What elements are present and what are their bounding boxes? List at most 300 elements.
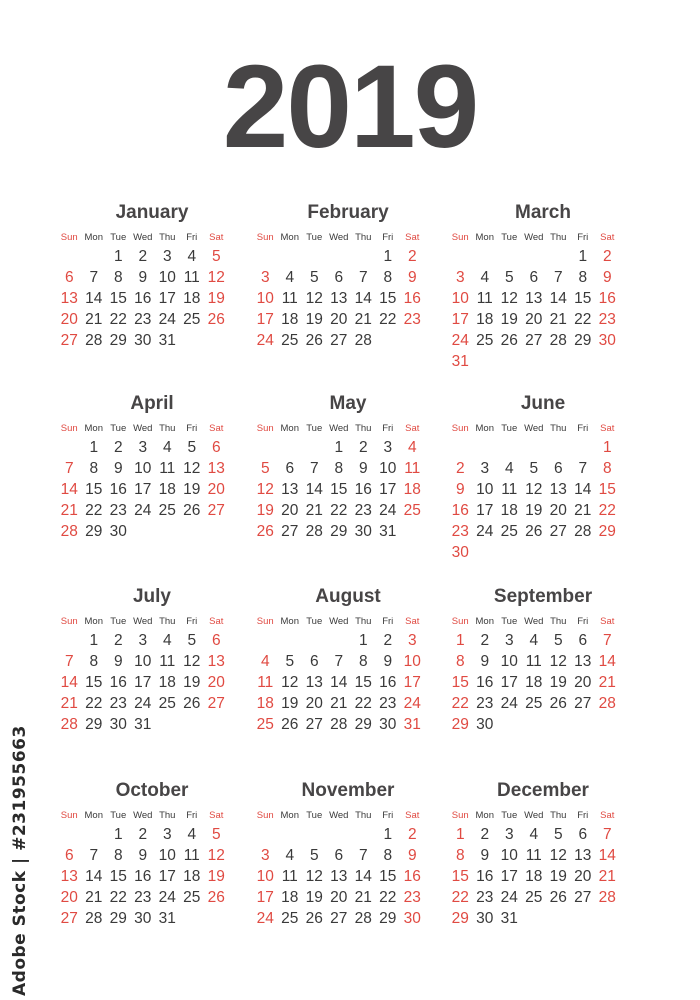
- day-cell: 4: [187, 826, 197, 843]
- blank-day: [327, 630, 352, 651]
- weekday-label: Wed: [133, 232, 153, 243]
- day-cell: 23: [476, 695, 494, 712]
- blank-day: [473, 437, 498, 458]
- day-grid: [448, 630, 638, 735]
- weekday-label: Fri: [186, 232, 198, 243]
- day-cell: 6: [529, 269, 539, 286]
- day-cell: 8: [334, 460, 344, 477]
- day-cell: 23: [403, 311, 421, 328]
- weekday-label: Tue: [501, 810, 518, 821]
- day-cell: 9: [407, 269, 417, 286]
- weekday-label: Mon: [84, 616, 103, 627]
- day-cell: 13: [574, 847, 592, 864]
- day-cell: 2: [113, 632, 123, 649]
- day-cell: 13: [281, 481, 299, 498]
- day-grid: [253, 246, 443, 351]
- month-september: [448, 584, 638, 735]
- day-cell: 18: [525, 868, 543, 885]
- day-cell: 3: [162, 248, 172, 265]
- blank-day: [302, 437, 327, 458]
- day-cell: 11: [476, 290, 493, 307]
- day-cell: 20: [525, 311, 543, 328]
- day-cell: 1: [455, 632, 465, 649]
- day-cell: 1: [602, 439, 612, 456]
- day-cell: 15: [574, 290, 592, 307]
- day-cell: 10: [500, 847, 518, 864]
- day-cell: 18: [500, 502, 518, 519]
- weekday-label: Wed: [524, 810, 544, 821]
- day-cell: 24: [403, 695, 421, 712]
- day-cell: 15: [379, 868, 397, 885]
- weekday-label: Sat: [600, 423, 615, 434]
- day-cell: 1: [89, 632, 99, 649]
- day-cell: 18: [183, 290, 201, 307]
- day-cell: 31: [379, 523, 397, 540]
- weekday-label: Wed: [524, 616, 544, 627]
- day-cell: 16: [109, 674, 127, 691]
- day-cell: 27: [207, 502, 225, 519]
- day-cell: 12: [183, 460, 201, 477]
- weekday-label: Tue: [110, 232, 127, 243]
- month-name: August: [315, 586, 381, 607]
- blank-day: [82, 824, 107, 845]
- day-cell: 5: [529, 460, 539, 477]
- day-cell: 16: [134, 290, 152, 307]
- day-cell: 24: [451, 332, 469, 349]
- day-cell: 11: [404, 460, 421, 477]
- weekday-label: Tue: [501, 232, 518, 243]
- day-cell: 30: [451, 544, 469, 561]
- day-cell: 7: [89, 847, 99, 864]
- day-cell: 8: [383, 269, 393, 286]
- day-cell: 29: [109, 332, 127, 349]
- month-june: [448, 391, 638, 563]
- day-cell: 14: [60, 674, 78, 691]
- day-cell: 26: [281, 716, 299, 733]
- weekday-label: Fri: [577, 616, 589, 627]
- weekday-label: Fri: [382, 423, 394, 434]
- day-cell: 19: [525, 502, 543, 519]
- day-cell: 19: [183, 481, 201, 498]
- day-cell: 2: [138, 248, 148, 265]
- month-name: February: [307, 202, 389, 223]
- day-cell: 5: [309, 269, 319, 286]
- month-march: [448, 200, 638, 372]
- day-cell: 12: [305, 868, 323, 885]
- day-grid: [57, 824, 247, 929]
- stock-watermark-id: Adobe Stock | #231955663: [10, 725, 30, 996]
- day-cell: 7: [602, 826, 612, 843]
- blank-day: [497, 246, 522, 267]
- blank-day: [253, 824, 278, 845]
- blank-day: [327, 246, 352, 267]
- weekday-label: Sun: [451, 423, 469, 434]
- day-cell: 22: [574, 311, 592, 328]
- weekday-label: Sun: [60, 423, 78, 434]
- weekday-label: Sun: [256, 616, 274, 627]
- month-august: [253, 584, 443, 735]
- blank-day: [253, 630, 278, 651]
- blank-day: [351, 824, 376, 845]
- blank-day: [57, 630, 82, 651]
- weekday-label: Sun: [451, 810, 469, 821]
- month-july: [57, 584, 247, 735]
- day-cell: 5: [187, 439, 197, 456]
- weekday-label: Tue: [306, 810, 323, 821]
- blank-day: [57, 824, 82, 845]
- weekday-label: Sun: [60, 616, 78, 627]
- weekday-label: Tue: [306, 232, 323, 243]
- day-cell: 2: [455, 460, 465, 477]
- month-december: [448, 778, 638, 929]
- day-cell: 1: [358, 632, 368, 649]
- day-cell: 27: [281, 523, 299, 540]
- weekday-label: Sat: [405, 616, 420, 627]
- day-cell: 14: [85, 868, 103, 885]
- day-cell: 1: [383, 826, 393, 843]
- day-cell: 10: [134, 653, 152, 670]
- day-cell: 6: [211, 439, 221, 456]
- day-cell: 10: [500, 653, 518, 670]
- blank-day: [278, 437, 303, 458]
- day-cell: 28: [598, 889, 616, 906]
- weekday-label: Mon: [280, 232, 299, 243]
- day-cell: 28: [60, 716, 78, 733]
- day-cell: 5: [211, 248, 221, 265]
- day-cell: 12: [183, 653, 201, 670]
- day-cell: 25: [403, 502, 421, 519]
- day-cell: 19: [281, 695, 299, 712]
- day-cell: 10: [134, 460, 152, 477]
- day-cell: 3: [504, 826, 514, 843]
- day-cell: 11: [281, 290, 298, 307]
- weekday-label: Sun: [256, 810, 274, 821]
- weekday-label: Wed: [524, 423, 544, 434]
- day-cell: 14: [549, 290, 567, 307]
- day-cell: 1: [578, 248, 588, 265]
- day-cell: 24: [500, 695, 518, 712]
- day-cell: 3: [480, 460, 490, 477]
- weekday-label: Mon: [475, 232, 494, 243]
- month-may: [253, 391, 443, 542]
- day-cell: 20: [305, 695, 323, 712]
- day-cell: 3: [260, 269, 270, 286]
- day-cell: 13: [330, 868, 348, 885]
- day-grid: [253, 437, 443, 542]
- day-cell: 29: [574, 332, 592, 349]
- day-cell: 20: [330, 889, 348, 906]
- month-name: March: [515, 202, 571, 223]
- blank-day: [448, 246, 473, 267]
- day-cell: 23: [476, 889, 494, 906]
- day-cell: 3: [138, 632, 148, 649]
- day-cell: 12: [256, 481, 274, 498]
- weekday-label: Sat: [209, 810, 224, 821]
- day-cell: 25: [525, 695, 543, 712]
- day-cell: 9: [138, 269, 148, 286]
- day-cell: 10: [451, 290, 469, 307]
- day-cell: 25: [281, 332, 299, 349]
- month-january: [57, 200, 247, 351]
- blank-day: [82, 246, 107, 267]
- day-cell: 27: [525, 332, 543, 349]
- day-cell: 9: [480, 653, 490, 670]
- day-cell: 14: [354, 290, 372, 307]
- day-cell: 4: [162, 632, 172, 649]
- day-cell: 8: [89, 653, 99, 670]
- day-cell: 30: [598, 332, 616, 349]
- day-cell: 19: [549, 868, 567, 885]
- day-cell: 11: [281, 868, 298, 885]
- day-cell: 24: [256, 332, 274, 349]
- day-cell: 9: [602, 269, 612, 286]
- day-cell: 11: [525, 847, 542, 864]
- weekday-label: Fri: [186, 616, 198, 627]
- blank-day: [57, 437, 82, 458]
- day-cell: 5: [211, 826, 221, 843]
- day-cell: 10: [256, 868, 274, 885]
- day-cell: 4: [529, 632, 539, 649]
- day-cell: 13: [574, 653, 592, 670]
- day-cell: 8: [602, 460, 612, 477]
- day-cell: 5: [553, 826, 563, 843]
- weekday-label: Mon: [280, 423, 299, 434]
- day-cell: 17: [476, 502, 494, 519]
- day-cell: 20: [549, 502, 567, 519]
- day-cell: 26: [256, 523, 274, 540]
- day-cell: 25: [525, 889, 543, 906]
- weekday-label: Fri: [577, 810, 589, 821]
- weekday-label: Thu: [550, 810, 567, 821]
- day-cell: 29: [451, 716, 469, 733]
- day-cell: 17: [134, 674, 152, 691]
- weekday-label: Thu: [355, 423, 372, 434]
- day-cell: 4: [260, 653, 270, 670]
- blank-day: [253, 246, 278, 267]
- day-cell: 20: [207, 481, 225, 498]
- day-cell: 7: [358, 269, 368, 286]
- weekday-label: Sat: [600, 232, 615, 243]
- day-cell: 11: [159, 653, 176, 670]
- day-cell: 26: [183, 502, 201, 519]
- day-cell: 18: [158, 674, 176, 691]
- day-cell: 2: [358, 439, 368, 456]
- day-cell: 22: [109, 311, 127, 328]
- day-cell: 18: [256, 695, 274, 712]
- day-cell: 29: [451, 910, 469, 927]
- day-cell: 28: [354, 910, 372, 927]
- day-cell: 9: [383, 653, 393, 670]
- month-name: November: [301, 780, 395, 801]
- day-cell: 23: [598, 311, 616, 328]
- day-cell: 7: [64, 653, 74, 670]
- weekday-label: Tue: [501, 616, 518, 627]
- day-cell: 22: [379, 889, 397, 906]
- day-cell: 28: [598, 695, 616, 712]
- weekday-header: [448, 614, 638, 630]
- day-cell: 7: [553, 269, 563, 286]
- day-cell: 1: [455, 826, 465, 843]
- day-cell: 16: [476, 868, 494, 885]
- day-cell: 15: [451, 868, 469, 885]
- weekday-label: Fri: [577, 423, 589, 434]
- day-cell: 23: [134, 889, 152, 906]
- day-cell: 20: [574, 868, 592, 885]
- day-cell: 21: [85, 889, 103, 906]
- day-cell: 15: [85, 481, 103, 498]
- weekday-label: Mon: [84, 232, 103, 243]
- day-cell: 27: [207, 695, 225, 712]
- weekday-label: Sun: [256, 423, 274, 434]
- month-name: June: [520, 393, 566, 414]
- day-cell: 13: [525, 290, 543, 307]
- day-cell: 23: [451, 523, 469, 540]
- day-cell: 3: [260, 847, 270, 864]
- day-cell: 22: [379, 311, 397, 328]
- day-cell: 21: [85, 311, 103, 328]
- day-cell: 1: [89, 439, 99, 456]
- day-cell: 24: [476, 523, 494, 540]
- day-cell: 19: [183, 674, 201, 691]
- weekday-label: Sat: [405, 423, 420, 434]
- day-cell: 21: [354, 311, 372, 328]
- day-cell: 20: [574, 674, 592, 691]
- day-cell: 6: [211, 632, 221, 649]
- day-cell: 10: [158, 269, 176, 286]
- day-cell: 4: [285, 269, 295, 286]
- weekday-label: Sun: [256, 232, 274, 243]
- day-cell: 12: [525, 481, 543, 498]
- day-cell: 9: [113, 653, 123, 670]
- day-cell: 2: [602, 248, 612, 265]
- day-cell: 13: [60, 290, 78, 307]
- day-cell: 22: [451, 889, 469, 906]
- day-cell: 22: [598, 502, 616, 519]
- weekday-label: Mon: [475, 616, 494, 627]
- month-name: July: [132, 586, 172, 607]
- blank-day: [497, 437, 522, 458]
- day-grid: [57, 437, 247, 542]
- day-cell: 21: [60, 695, 78, 712]
- weekday-label: Thu: [550, 616, 567, 627]
- day-cell: 15: [451, 674, 469, 691]
- weekday-header: [253, 614, 443, 630]
- day-cell: 13: [207, 460, 225, 477]
- day-cell: 17: [134, 481, 152, 498]
- month-name: January: [115, 202, 189, 223]
- day-cell: 26: [500, 332, 518, 349]
- day-cell: 9: [113, 460, 123, 477]
- blank-day: [546, 246, 571, 267]
- weekday-header: [253, 808, 443, 824]
- day-cell: 17: [500, 674, 518, 691]
- day-cell: 5: [285, 653, 295, 670]
- day-cell: 6: [64, 847, 74, 864]
- day-cell: 26: [525, 523, 543, 540]
- day-cell: 22: [354, 695, 372, 712]
- day-cell: 8: [113, 269, 123, 286]
- day-cell: 30: [354, 523, 372, 540]
- day-cell: 3: [383, 439, 393, 456]
- day-cell: 19: [207, 290, 225, 307]
- day-grid: [57, 630, 247, 735]
- day-cell: 12: [305, 290, 323, 307]
- day-cell: 29: [85, 716, 103, 733]
- blank-day: [302, 246, 327, 267]
- weekday-label: Wed: [329, 616, 349, 627]
- weekday-label: Thu: [550, 423, 567, 434]
- day-grid: [253, 824, 443, 929]
- day-cell: 31: [134, 716, 152, 733]
- month-name: September: [493, 586, 593, 607]
- day-cell: 4: [285, 847, 295, 864]
- day-cell: 28: [85, 332, 103, 349]
- day-cell: 24: [134, 502, 152, 519]
- weekday-label: Sun: [451, 616, 469, 627]
- day-cell: 3: [455, 269, 465, 286]
- day-cell: 18: [281, 311, 299, 328]
- weekday-label: Sat: [405, 232, 420, 243]
- weekday-header: [57, 230, 247, 246]
- blank-day: [327, 824, 352, 845]
- day-cell: 15: [598, 481, 616, 498]
- day-cell: 18: [183, 868, 201, 885]
- weekday-label: Thu: [159, 232, 176, 243]
- day-cell: 1: [113, 826, 123, 843]
- day-cell: 6: [578, 826, 588, 843]
- day-cell: 18: [403, 481, 421, 498]
- day-cell: 13: [60, 868, 78, 885]
- day-cell: 23: [109, 502, 127, 519]
- day-cell: 19: [305, 889, 323, 906]
- day-cell: 14: [574, 481, 592, 498]
- day-cell: 8: [383, 847, 393, 864]
- day-cell: 29: [330, 523, 348, 540]
- day-cell: 14: [598, 653, 616, 670]
- day-cell: 5: [309, 847, 319, 864]
- day-grid: [448, 437, 638, 563]
- month-name: May: [329, 393, 367, 414]
- day-cell: 14: [598, 847, 616, 864]
- day-cell: 13: [207, 653, 225, 670]
- day-cell: 6: [578, 632, 588, 649]
- day-cell: 23: [379, 695, 397, 712]
- day-grid: [448, 824, 638, 929]
- day-cell: 18: [525, 674, 543, 691]
- day-cell: 9: [480, 847, 490, 864]
- day-cell: 10: [256, 290, 274, 307]
- blank-day: [522, 246, 547, 267]
- day-cell: 28: [354, 332, 372, 349]
- day-cell: 12: [281, 674, 299, 691]
- day-cell: 16: [476, 674, 494, 691]
- day-cell: 17: [403, 674, 421, 691]
- month-name: April: [130, 393, 174, 414]
- day-cell: 7: [334, 653, 344, 670]
- day-cell: 20: [330, 311, 348, 328]
- day-cell: 3: [138, 439, 148, 456]
- blank-day: [253, 437, 278, 458]
- weekday-label: Wed: [133, 616, 153, 627]
- day-cell: 11: [501, 481, 518, 498]
- day-cell: 15: [109, 290, 127, 307]
- day-cell: 26: [207, 889, 225, 906]
- day-cell: 21: [598, 868, 616, 885]
- day-cell: 4: [187, 248, 197, 265]
- blank-day: [571, 437, 596, 458]
- weekday-label: Sat: [405, 810, 420, 821]
- blank-day: [351, 246, 376, 267]
